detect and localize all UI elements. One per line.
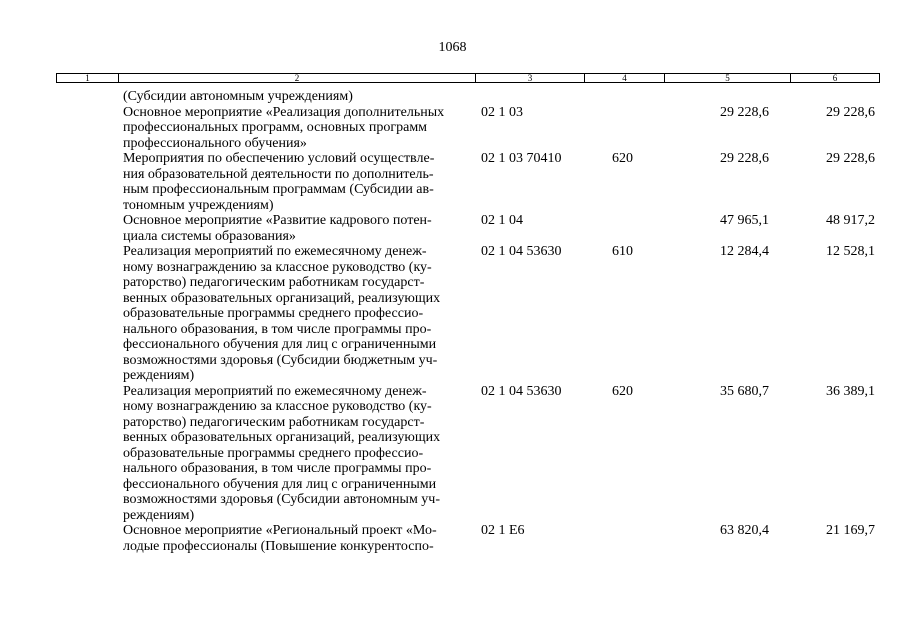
page-number: 1068 [438,40,467,55]
row-expense-type: 620 [612,151,633,166]
row-code: 02 1 E6 [481,523,525,538]
description-line: образовательные программы среднего профессио- [123,306,424,321]
description-line: венных образовательных организаций, реализующих [123,430,441,445]
description-line: венных образовательных организаций, реализующих [123,290,441,306]
row-value-col5: 63 820,4 [720,523,769,538]
description-line: ному вознаграждению за классное руководство (ку- [123,399,432,414]
description-line: образовательные программы среднего профессио- [123,445,424,461]
description-line: Реализация мероприятий по ежемесячному денеж- [123,244,427,259]
description-line: Основное мероприятие «Развитие кадрового потен- [123,213,432,228]
description-line: реждениям) [123,507,195,523]
row-value-col5: 29 228,6 [720,151,769,166]
row-value-col6: 21 169,7 [826,523,875,538]
description-line: циала системы образования» [123,228,296,244]
row-description [123,151,473,213]
table-header [56,73,880,83]
table-row [0,523,905,554]
description-line: лодые профессионалы (Повышение конкурентоспо- [123,538,434,554]
row-description [123,213,473,244]
description-line: нального образования, в том числе программы про- [123,461,432,476]
row-value-col5: 12 284,4 [720,244,769,259]
row-description [123,244,473,384]
description-line: возможностями здоровья (Субсидии автономным уч- [123,492,441,507]
row-value-col5: 35 680,7 [720,383,769,399]
row-description [123,523,473,554]
row-value-col5: 29 228,6 [720,104,769,120]
row-code: 02 1 04 [481,213,523,228]
header-col-4: 4 [622,73,627,83]
row-description [123,105,473,152]
description-line: фессионального обучения для лиц с ограниченными [123,476,437,492]
row-description [123,384,473,524]
description-line: раторство) педагогическим работникам государст- [123,414,425,430]
description-line: (Субсидии автономным учреждениям) [123,89,353,104]
description-line: возможностями здоровья (Субсидии бюджетным уч- [123,352,438,368]
table-body [0,89,905,554]
row-expense-type: 610 [612,244,633,259]
description-line: Основное мероприятие «Реализация дополнительных [123,104,445,120]
row-value-col6: 48 917,2 [826,213,875,228]
description-line: Реализация мероприятий по ежемесячному денеж- [123,383,427,399]
row-code: 02 1 03 70410 [481,151,562,166]
row-code: 02 1 04 53630 [481,383,562,399]
description-line: ния образовательной деятельности по дополнитель- [123,166,434,182]
header-col-2: 2 [294,73,300,83]
header-col-5: 5 [725,73,730,83]
description-line: реждениям) [123,368,195,383]
description-line: Мероприятия по обеспечению условий осуществле- [123,151,435,166]
table-row [0,151,905,213]
header-col-6: 6 [832,73,838,83]
row-value-col6: 12 528,1 [826,244,875,259]
header-col-3: 3 [527,73,533,83]
description-line: раторство) педагогическим работникам государст- [123,275,425,290]
row-code: 02 1 03 [481,104,523,120]
description-line: Основное мероприятие «Региональный проект «Мо- [123,523,437,538]
row-expense-type: 620 [612,383,633,399]
row-value-col6: 29 228,6 [826,151,875,166]
description-line: ному вознаграждению за классное руководство (ку- [123,259,432,275]
table-row [0,213,905,244]
row-value-col5: 47 965,1 [720,213,769,228]
table-row [0,89,905,105]
header-col-1: 1 [85,73,90,83]
description-line: фессионального обучения для лиц с ограниченными [123,337,437,352]
table-row [0,384,905,524]
row-value-col6: 36 389,1 [826,383,875,399]
description-line: тономным учреждениям) [123,197,274,213]
table-row [0,244,905,384]
description-line: нального образования, в том числе программы про- [123,321,432,337]
description-line: ным профессиональным программам (Субсидии ав- [123,182,434,197]
row-description [123,89,473,105]
description-line: профессионального обучения» [123,135,307,151]
table-row [0,105,905,152]
row-code: 02 1 04 53630 [481,244,562,259]
description-line: профессиональных программ, основных программ [123,120,428,135]
row-value-col6: 29 228,6 [826,104,875,120]
